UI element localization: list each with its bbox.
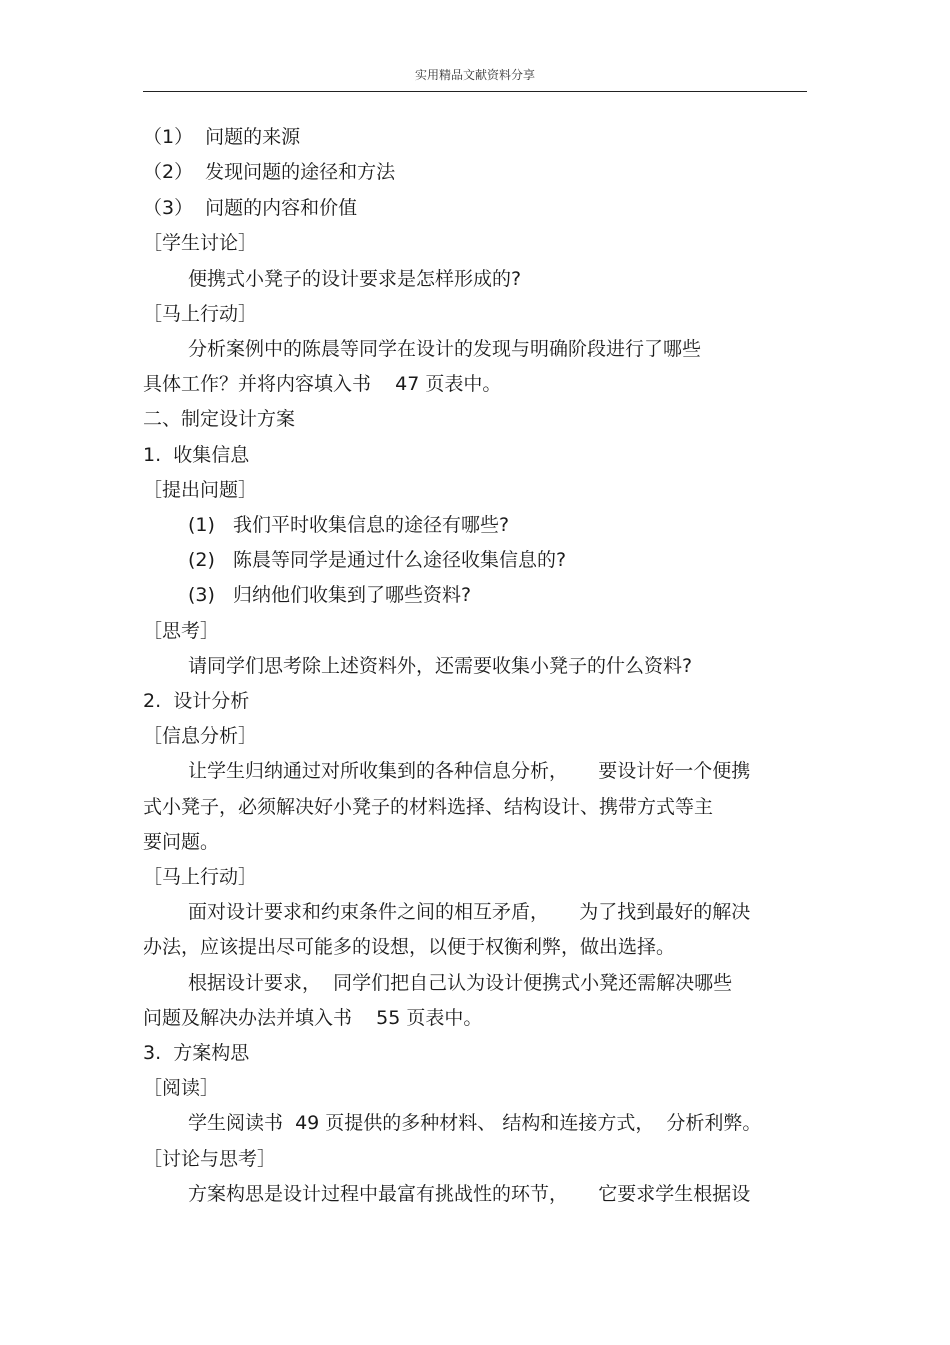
subsection-heading: 1. 收集信息 <box>143 444 250 466</box>
list-item: (2) 陈晨等同学是通过什么途径收集信息的? <box>188 549 567 571</box>
paragraph-line: 根据设计要求， 同学们把自己认为设计便携式小凳还需解决哪些 <box>188 972 733 994</box>
page-header: 实用精品文献资料分享 <box>414 68 535 82</box>
paragraph-line: 面对设计要求和约束条件之间的相互矛盾， 为了找到最好的解决 <box>188 901 751 923</box>
paragraph-line: 办法，应该提出尽可能多的设想，以便于权衡利弊，做出选择。 <box>143 936 676 958</box>
section-label: ［马上行动］ <box>143 866 258 888</box>
section-label: ［思考］ <box>143 620 220 642</box>
paragraph-line: 学生阅读书 49 页提供的多种材料、 结构和连接方式， 分析利弊。 <box>188 1112 762 1134</box>
section-label: ［提出问题］ <box>143 479 258 501</box>
subsection-heading: 3. 方案构思 <box>143 1042 250 1064</box>
paragraph-line: 便携式小凳子的设计要求是怎样形成的? <box>188 268 522 290</box>
section-label: ［讨论与思考］ <box>143 1148 277 1170</box>
list-item: （1） 问题的来源 <box>143 126 301 148</box>
paragraph-line: 具体工作？并将内容填入书 47 页表中。 <box>143 373 502 395</box>
paragraph-line: 让学生归纳通过对所收集到的各种信息分析， 要设计好一个便携 <box>188 760 751 782</box>
list-item: （3） 问题的内容和价值 <box>143 197 358 219</box>
section-label: ［学生讨论］ <box>143 232 258 254</box>
paragraph-line: 式小凳子，必须解决好小凳子的材料选择、结构设计、携带方式等主 <box>143 796 714 818</box>
paragraph-line: 问题及解决办法并填入书 55 页表中。 <box>143 1007 483 1029</box>
list-item: (1) 我们平时收集信息的途径有哪些? <box>188 514 510 536</box>
paragraph-line: 方案构思是设计过程中最富有挑战性的环节， 它要求学生根据设 <box>188 1183 751 1205</box>
section-label: ［信息分析］ <box>143 725 258 747</box>
list-item: （2） 发现问题的途径和方法 <box>143 161 396 183</box>
list-item: (3) 归纳他们收集到了哪些资料? <box>188 584 472 606</box>
section-label: ［阅读］ <box>143 1077 220 1099</box>
paragraph-line: 要问题。 <box>143 831 220 853</box>
section-heading: 二、制定设计方案 <box>143 408 296 430</box>
paragraph-line: 请同学们思考除上述资料外，还需要收集小凳子的什么资料? <box>188 655 693 677</box>
paragraph-line: 分析案例中的陈晨等同学在设计的发现与明确阶段进行了哪些 <box>188 338 702 360</box>
header-rule <box>143 91 807 92</box>
section-label: ［马上行动］ <box>143 303 258 325</box>
subsection-heading: 2. 设计分析 <box>143 690 250 712</box>
